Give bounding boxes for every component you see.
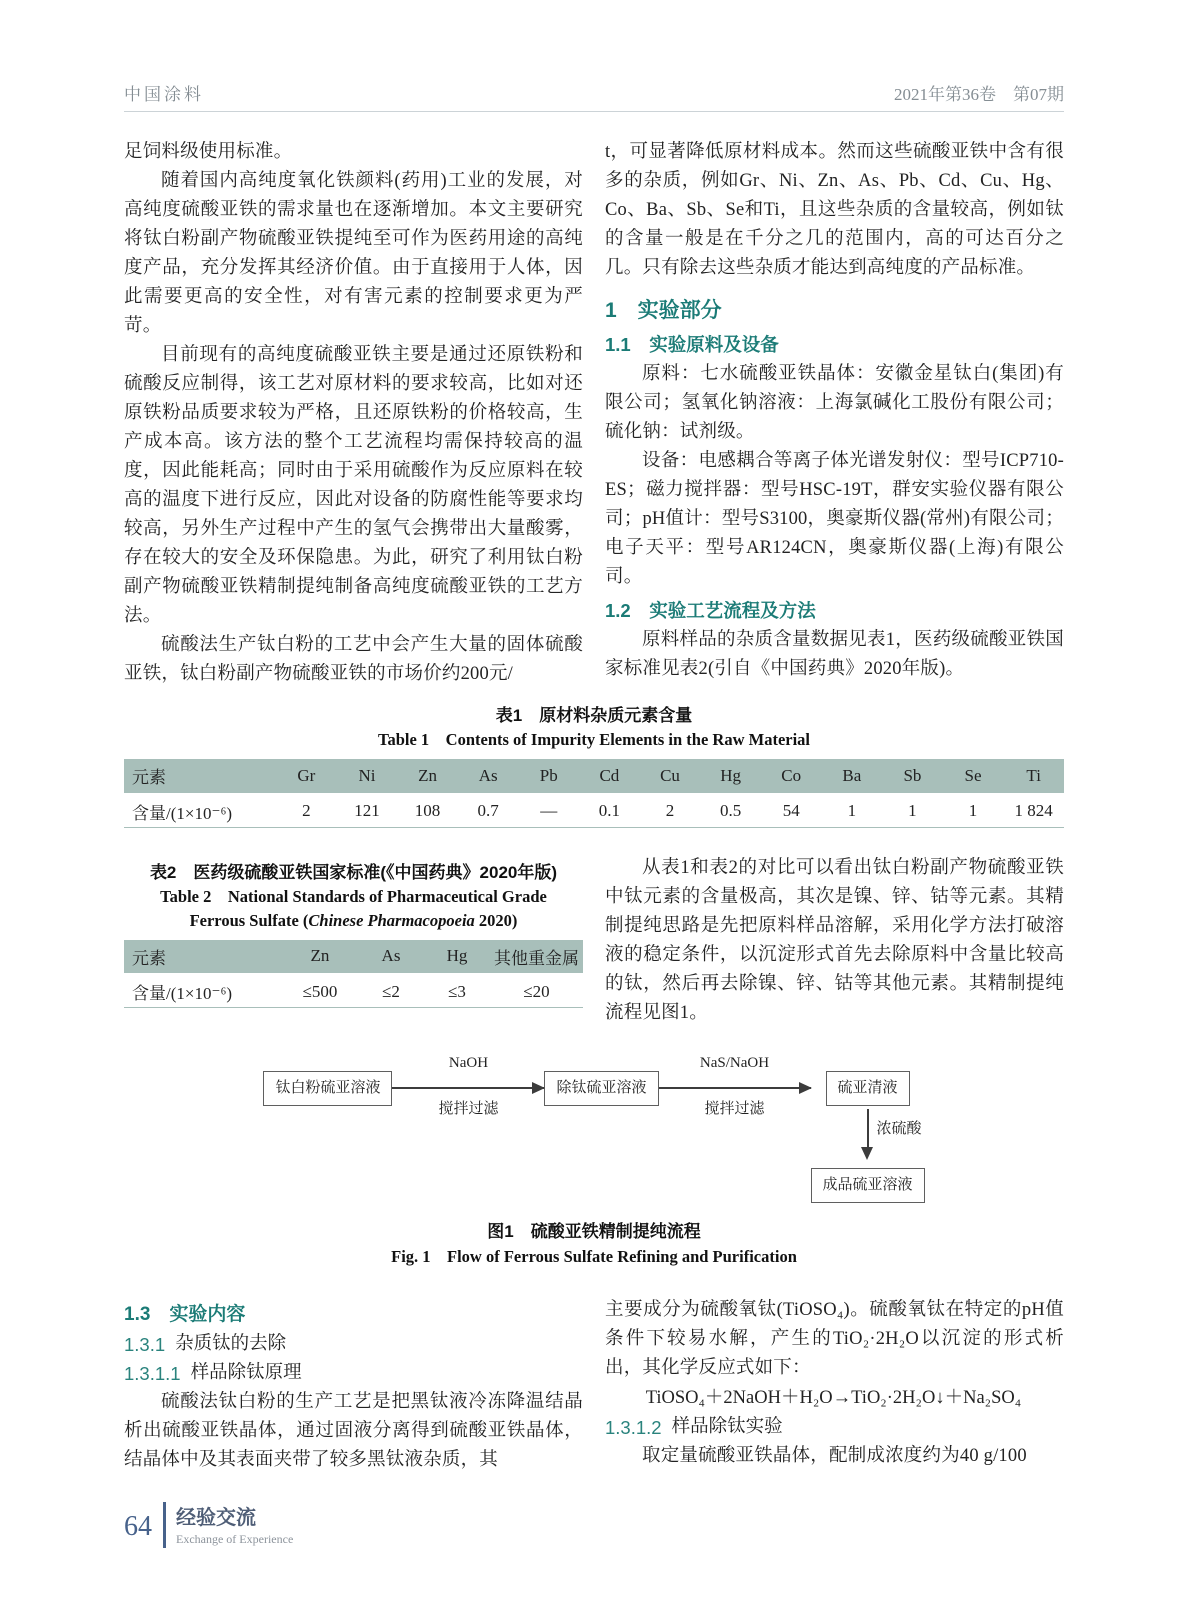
column-header: As xyxy=(458,759,519,794)
flow-arrow-group-1 xyxy=(392,1050,544,1120)
flow-arrow-group-2 xyxy=(659,1050,811,1120)
journal-name: 中国涂料 xyxy=(124,85,204,104)
flow-box-clear-liquid: 硫亚清液 xyxy=(826,1071,910,1106)
page-header xyxy=(124,80,1064,112)
section-heading-1: 1 实验部分 xyxy=(605,299,722,322)
flow-end-column xyxy=(811,1050,925,1203)
table-cell: 54 xyxy=(761,794,822,827)
table2-header-row xyxy=(124,940,583,975)
flow-box-product: 成品硫亚溶液 xyxy=(811,1168,925,1203)
column-header: Ni xyxy=(337,759,398,794)
flow-box-detitanium: 除钛硫亚溶液 xyxy=(544,1071,658,1106)
paragraph: 足饲料级使用标准。 xyxy=(124,142,293,162)
table-cell: 0.1 xyxy=(579,794,640,827)
table2-caption-zh: 表2 医药级硫酸亚铁国家标准(《中国药典》2020年版) xyxy=(149,862,558,882)
flow-box-source: 钛白粉硫亚溶液 xyxy=(263,1071,392,1106)
table-cell: 1 xyxy=(822,794,883,827)
footer-divider-bar xyxy=(163,1502,166,1548)
table1-header-row xyxy=(124,759,1064,794)
table2-caption-en-line1: Table 2 National Standards of Pharmaceutical Grade xyxy=(160,886,547,906)
column-header: Ti xyxy=(1003,759,1064,794)
column-header: 元素 xyxy=(124,940,282,975)
column-header: 其他重金属 xyxy=(490,940,583,975)
heading-number: 1.3.1.2 xyxy=(605,1416,662,1438)
right-arrow xyxy=(659,1087,811,1089)
column-header: Co xyxy=(761,759,822,794)
column-header: 元素 xyxy=(124,759,276,794)
bottom-right-column xyxy=(605,1296,1064,1475)
table2-column xyxy=(124,854,583,1028)
table-cell: 108 xyxy=(397,794,458,827)
section-heading-1-3: 1.3 实验内容 xyxy=(124,1303,246,1325)
caption-italic-text: Chinese Pharmacopoeia xyxy=(308,910,475,930)
issue-info: 2021年第36卷 第07期 xyxy=(894,85,1064,104)
table2 xyxy=(124,940,583,1009)
footer-section-en: Exchange of Experience xyxy=(176,1532,294,1546)
chemical-equation: TiOSO₄＋2NaOH＋H₂O→TiO₂·2H₂O↓＋Na₂SO₄ xyxy=(645,1387,1022,1408)
table-cell: 1 824 xyxy=(1003,794,1064,827)
section-heading-1-3-1 xyxy=(124,1330,583,1359)
arrow-label-acid: 浓硫酸 xyxy=(876,1120,922,1137)
caption-text: Ferrous Sulfate ( xyxy=(189,910,309,930)
intro-right-column xyxy=(605,138,1064,689)
figure1-caption-en: Fig. 1 Flow of Ferrous Sulfate Refining and Purification xyxy=(391,1246,797,1266)
paragraph: 随着国内高纯度氧化铁颜料(药用)工业的发展，对高纯度硫酸亚铁的需求量也在逐渐增加。本文主要研究将钛白粉副产物硫酸亚铁提纯至可作为医药用途的高纯度产品，充分发挥其经济价值。由于直接用于人体，因此需要更高的安全性，对有害元素的控制要求更为严苛。 xyxy=(124,171,583,336)
table-cell: 2 xyxy=(640,794,701,827)
down-arrow xyxy=(867,1109,869,1149)
paragraph: t，可显著降低原材料成本。然而这些硫酸亚铁中含有很多的杂质，例如Gr、Ni、Zn、As、Pb、Cd、Cu、Hg、Co、Ba、Sb、Se和Ti，且这些杂质的含量较高，例如钛的含量一般是在千分之几的范围内，高的可达百分之几。只有除去这些杂质才能达到高纯度的产品标准。 xyxy=(605,142,1064,278)
column-header: Hg xyxy=(700,759,761,794)
intro-left-column xyxy=(124,138,583,689)
table1-caption-en: Table 1 Contents of Impurity Elements in the Raw Material xyxy=(377,730,811,749)
column-header: Cu xyxy=(640,759,701,794)
paragraph: 硫酸法钛白粉的生产工艺是把黑钛液冷冻降温结晶析出硫酸亚铁晶体，通过固液分离得到硫酸亚铁晶体，结晶体中及其表面夹带了较多黑钛液杂质，其 xyxy=(124,1391,583,1470)
bottom-left-column xyxy=(124,1296,583,1475)
paragraph: 从表1和表2的对比可以看出钛白粉副产物硫酸亚铁中钛元素的含量极高，其次是镍、锌、钴等元素。其精制提纯思路是先把原料样品溶解，采用化学方法打破溶液的稳定条件，以沉淀形式首先去除原料中含量比较高的钛，然后再去除镍、锌、钴等其他元素。其精制提纯流程见图1。 xyxy=(605,857,1064,1023)
column-header: Zn xyxy=(397,759,458,794)
table-cell: 0.5 xyxy=(700,794,761,827)
section-heading-1-2: 1.2 实验工艺流程及方法 xyxy=(605,600,816,621)
paragraph: 原料：七水硫酸亚铁晶体：安徽金星钛白(集团)有限公司；氢氧化钠溶液：上海氯碱化工股份有限公司；硫化钠：试剂级。 xyxy=(605,364,1064,442)
figure1 xyxy=(124,1050,1064,1269)
arrow-label-operation: 搅拌过滤 xyxy=(704,1100,765,1117)
column-header: Gr xyxy=(276,759,337,794)
column-header: Cd xyxy=(579,759,640,794)
mid-section xyxy=(124,854,1064,1028)
paragraph: 硫酸法生产钛白粉的工艺中会产生大量的固体硫酸亚铁，钛白粉副产物硫酸亚铁的市场价约200元/ xyxy=(124,635,583,684)
page-number: 64 xyxy=(124,1511,152,1542)
table-cell: 121 xyxy=(337,794,398,827)
footer-section-block xyxy=(176,1506,293,1548)
row-label: 含量/(1×10⁻⁶) xyxy=(124,975,282,1008)
section-heading-1-3-1-2 xyxy=(605,1413,1064,1442)
arrow-label-operation: 搅拌过滤 xyxy=(438,1100,499,1117)
column-header: Zn xyxy=(282,940,358,975)
table1 xyxy=(124,759,1064,828)
flow-down-arrow-wrap xyxy=(867,1109,922,1160)
table1-caption-zh: 表1 原材料杂质元素含量 xyxy=(495,706,693,725)
section-1-3 xyxy=(124,1296,1064,1475)
table2-block xyxy=(124,860,583,1009)
table1-block xyxy=(124,703,1064,828)
heading-text: 杂质钛的去除 xyxy=(175,1333,287,1354)
figure1-caption-zh: 图1 硫酸亚铁精制提纯流程 xyxy=(487,1221,701,1241)
table-cell: ≤500 xyxy=(282,975,358,1008)
footer-section-zh: 经验交流 xyxy=(176,1507,256,1529)
heading-text: 样品除钛实验 xyxy=(671,1416,783,1437)
table-cell: ≤20 xyxy=(490,975,583,1008)
arrow-label-reagent: NaOH xyxy=(448,1054,489,1071)
table-cell: 1 xyxy=(882,794,943,827)
table-cell: — xyxy=(518,794,579,827)
column-header: Hg xyxy=(424,940,490,975)
paragraph: 主要成分为硫酸氧钛(TiOSO₄)。硫酸氧钛在特定的pH值条件下较易水解，产生的TiO₂·2H₂O以沉淀的形式析出，其化学反应式如下： xyxy=(605,1299,1064,1378)
mid-right-column xyxy=(605,854,1064,1028)
page-footer xyxy=(124,1502,1064,1548)
paragraph: 设备：电感耦合等离子体光谱发射仪：型号ICP710-ES；磁力搅拌器：型号HSC-19T，群安实验仪器有限公司；pH值计：型号S3100，奥豪斯仪器(常州)有限公司；电子天平：型号AR124CN，奥豪斯仪器(上海)有限公司。 xyxy=(605,451,1064,587)
table-cell: 0.7 xyxy=(458,794,519,827)
caption-text: 2020) xyxy=(474,910,518,930)
table-cell: ≤2 xyxy=(358,975,424,1008)
table2-data-row xyxy=(124,975,583,1008)
flow-diagram xyxy=(124,1050,1064,1203)
column-header: Pb xyxy=(518,759,579,794)
column-header: As xyxy=(358,940,424,975)
row-label: 含量/(1×10⁻⁶) xyxy=(124,794,276,827)
table-cell: 1 xyxy=(943,794,1004,827)
right-arrow xyxy=(392,1087,544,1089)
arrow-label-reagent: NaS/NaOH xyxy=(699,1054,770,1071)
column-header: Ba xyxy=(822,759,883,794)
section-heading-1-1: 1.1 实验原料及设备 xyxy=(605,334,779,355)
paragraph: 原料样品的杂质含量数据见表1，医药级硫酸亚铁国家标准见表2(引自《中国药典》2020年版)。 xyxy=(605,630,1064,679)
heading-number: 1.3.1.1 xyxy=(124,1362,181,1384)
table-cell: 2 xyxy=(276,794,337,827)
heading-text: 样品除钛原理 xyxy=(190,1362,302,1383)
column-header: Se xyxy=(943,759,1004,794)
heading-number: 1.3.1 xyxy=(124,1333,166,1355)
table-cell: ≤3 xyxy=(424,975,490,1008)
section-heading-1-3-1-1 xyxy=(124,1359,583,1388)
table1-data-row xyxy=(124,794,1064,827)
paragraph: 取定量硫酸亚铁晶体，配制成浓度约为40 g/100 xyxy=(642,1445,1027,1466)
table2-caption-en-line2 xyxy=(124,909,583,933)
column-header: Sb xyxy=(882,759,943,794)
paragraph: 目前现有的高纯度硫酸亚铁主要是通过还原铁粉和硫酸反应制得，该工艺对原材料的要求较高，比如对还原铁粉品质要求较为严格，且还原铁粉的价格较高，生产成本高。该方法的整个工艺流程均需保持较高的温度，因此能耗高；同时由于采用硫酸作为反应原料在较高的温度下进行反应，因此对设备的防腐性能等要求均较高，另外生产过程中产生的氢气会携带出大量酸雾，存在较大的安全及环保隐患。为此，研究了利用钛白粉副产物硫酸亚铁精制提纯制备高纯度硫酸亚铁的工艺方法。 xyxy=(124,345,583,626)
intro-section xyxy=(124,138,1064,689)
